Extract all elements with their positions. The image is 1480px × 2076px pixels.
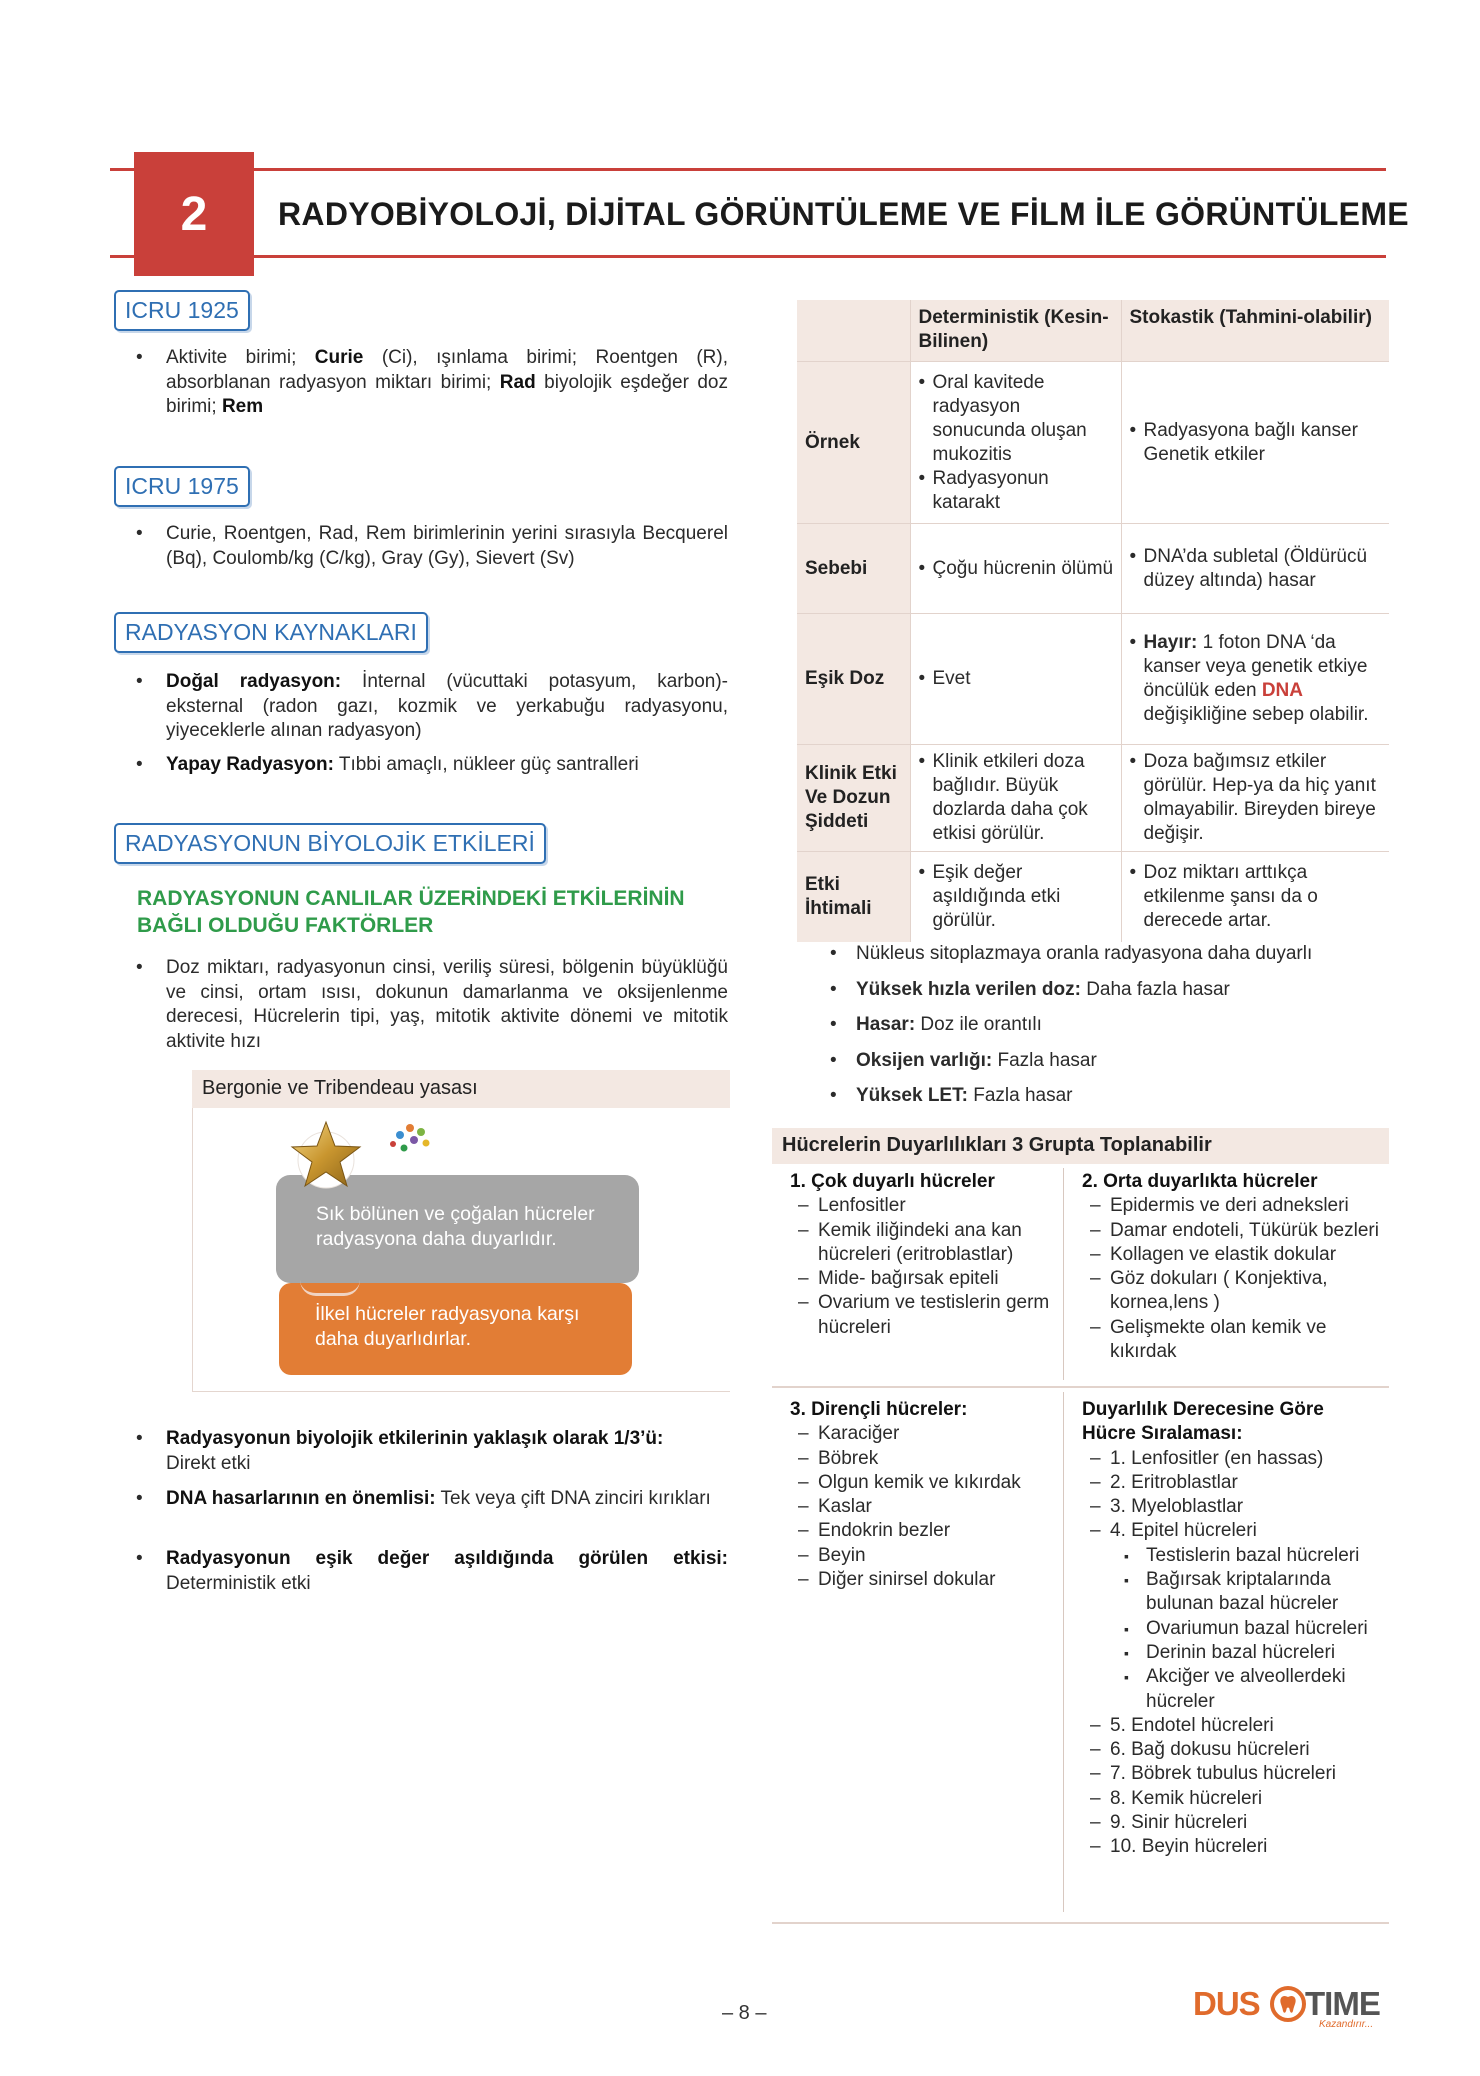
divider	[772, 1922, 1389, 1924]
bottom-item-dna	[138, 1487, 728, 1512]
list-item: – Kollagen ve elastik dokular	[1090, 1243, 1337, 1265]
deterministic-cell	[910, 613, 1121, 744]
list-item: – 5. Endotel hücreleri	[1090, 1714, 1274, 1736]
right-bullet-list	[830, 942, 1390, 1120]
table-row-label: Etki İhtimali	[797, 851, 910, 942]
bullet-icon: •	[136, 523, 143, 544]
table-row	[797, 613, 1389, 744]
group-title: 3. Dirençli hücreler:	[790, 1399, 968, 1420]
bottom-item-2-label: DNA hasarlarının en önemlisi:	[166, 1488, 436, 1509]
group-title: 2. Orta duyarlıkta hücreler	[1082, 1171, 1318, 1192]
list-item: – Lenfositler	[798, 1195, 906, 1217]
list-item: – Kemik iliğindeki ana kan hücreleri (eritroblastlar)	[798, 1219, 1022, 1265]
group-resistant	[790, 1398, 1058, 1592]
list-item: – Olgun kemik ve kıkırdak	[798, 1471, 1021, 1493]
list-item: – 1. Lenfositler (en hassas)	[1090, 1447, 1324, 1469]
list-item: – Ovarium ve testislerin germ hücreleri	[798, 1292, 1050, 1338]
bottom-item-3-label: Radyasyonun eşik değer aşıldığında görülen etkisi:	[166, 1548, 728, 1569]
primitive-cells-card: İlkel hücreler radyasyona karşı daha duyarlıdırlar.	[279, 1283, 632, 1375]
bullet-icon: •	[136, 957, 143, 978]
cell-item: • Evet	[918, 668, 971, 689]
table-row-label: Klinik Etki Ve Dozun Şiddeti	[797, 744, 910, 851]
list-item: – 10. Beyin hücreleri	[1090, 1836, 1268, 1858]
bottom-item-2-text: Tek veya çift DNA zinciri kırıkları	[435, 1488, 711, 1509]
table-row	[797, 361, 1389, 523]
section-icru1975: ICRU 1975	[114, 466, 250, 507]
factors-text	[138, 956, 728, 1054]
cell-item: • DNA’da subletal (Öldürücü düzey altında) hasar	[1129, 545, 1368, 591]
source-artificial-label: Yapay Radyasyon:	[166, 754, 334, 775]
deterministic-cell	[910, 851, 1121, 942]
list-item: – 4. Epitel hücreleri	[1090, 1520, 1257, 1542]
effects-table	[797, 300, 1389, 942]
list-item: ▪ Bağırsak kriptalarında bulunan bazal hücreler	[1124, 1569, 1339, 1615]
bullet-icon: •	[136, 1428, 143, 1449]
list-item: – Diğer sinirsel dokular	[798, 1569, 996, 1591]
star-icon	[290, 1118, 362, 1190]
section-icru1925: ICRU 1925	[114, 290, 250, 331]
bullet-icon: •	[136, 1488, 143, 1509]
icru1975-body: Curie, Roentgen, Rad, Rem birimlerinin yerini sırasıyla Becquerel (Bq), Coulomb/kg (C/kg), Gray (Gy), Sievert (Sv)	[166, 523, 728, 569]
deterministic-cell	[910, 523, 1121, 613]
source-natural-label: Doğal radyasyon:	[166, 671, 342, 692]
divider	[1063, 1392, 1064, 1912]
group-title: 1. Çok duyarlı hücreler	[790, 1171, 995, 1192]
list-item: – Karaciğer	[798, 1423, 900, 1445]
source-item-artificial	[138, 753, 728, 778]
list-item: – Damar endoteli, Tükürük bezleri	[1090, 1219, 1379, 1241]
list-item: – Beyin	[798, 1544, 866, 1566]
brand-name-right: TIME	[1305, 1985, 1380, 2022]
list-item: • Hasar: Doz ile orantılı	[830, 1014, 1042, 1035]
ranking-title-line1: Duyarlılık Derecesine Göre	[1082, 1399, 1324, 1420]
table-row-label: Örnek	[797, 361, 910, 523]
factors-heading: RADYASYONUN CANLILAR ÜZERİNDEKİ ETKİLERİNİN BAĞLI OLDUĞU FAKTÖRLER	[137, 887, 685, 937]
section-radiation-sources: RADYASYON KAYNAKLARI	[114, 612, 428, 653]
icru1975-text	[138, 522, 728, 571]
brand-name-left: DUS	[1193, 1985, 1260, 2022]
table-row	[797, 744, 1389, 851]
cell-item: • Hayır: 1 foton DNA ‘da kanser veya genetik etkiye öncülük eden DNA değişikliğine sebep olabilir.	[1129, 632, 1369, 725]
bottom-item-1-text: Direkt etki	[166, 1452, 251, 1474]
sensitivity-ranking	[1082, 1398, 1382, 1860]
bottom-item-direct	[138, 1427, 728, 1476]
cell-item: • Radyasyonun katarakt	[918, 467, 1049, 513]
icru1925-text	[138, 346, 728, 420]
group-very-sensitive	[790, 1170, 1058, 1340]
chapter-header	[110, 168, 1409, 258]
bullet-icon: •	[136, 754, 143, 775]
chapter-title: RADYOBİYOLOJİ, DİJİTAL GÖRÜNTÜLEME VE FİLM İLE GÖRÜNTÜLEME	[278, 196, 1409, 232]
stochastic-cell	[1121, 361, 1389, 523]
deterministic-cell	[910, 744, 1121, 851]
bullet-icon: •	[136, 671, 143, 692]
divider	[1063, 1168, 1064, 1380]
list-item: – 7. Böbrek tubulus hücreleri	[1090, 1763, 1337, 1785]
list-item: ▪ Derinin bazal hücreleri	[1124, 1641, 1336, 1663]
list-item: – Gelişmekte olan kemik ve kıkırdak	[1090, 1316, 1327, 1363]
header-rule-bottom	[110, 255, 1386, 258]
header-rule-top	[110, 168, 1386, 171]
stochastic-cell	[1121, 851, 1389, 942]
list-item: ▪ Ovariumun bazal hücreleri	[1124, 1617, 1368, 1639]
table-header-row	[797, 300, 1389, 361]
list-item: – 9. Sinir hücreleri	[1090, 1812, 1248, 1834]
bottom-item-threshold	[138, 1547, 728, 1596]
cell-item: • Çoğu hücrenin ölümü	[918, 557, 1114, 579]
cell-item: • Oral kavitede radyasyon sonucunda oluşan mukozitis	[918, 371, 1087, 465]
list-item: – 8. Kemik hücreleri	[1090, 1787, 1263, 1809]
source-artificial-text: Tıbbi amaçlı, nükleer güç santralleri	[333, 754, 639, 775]
chapter-number: 2	[134, 152, 254, 276]
card-connector-arc	[300, 1280, 360, 1296]
list-item: – Böbrek	[798, 1447, 879, 1469]
source-item-natural	[138, 670, 728, 744]
page-number: – 8 –	[722, 2002, 767, 2024]
list-item: – 3. Myeloblastlar	[1090, 1496, 1244, 1518]
list-item: – Endokrin bezler	[798, 1520, 951, 1542]
bullet-icon: •	[136, 347, 143, 368]
table-header-blank	[797, 300, 910, 361]
brand-tagline: Kazandırır...	[1319, 2019, 1374, 2030]
stochastic-cell	[1121, 613, 1389, 744]
cell-item: • Klinik etkileri doza bağlıdır. Büyük dozlarda daha çok etkisi görülür.	[918, 751, 1088, 844]
section-biological-effects: RADYASYONUN BİYOLOJİK ETKİLERİ	[114, 823, 546, 864]
bottom-item-1-label: Radyasyonun biyolojik etkilerinin yaklaşık olarak 1/3’ü:	[166, 1428, 664, 1449]
cell-item: • Radyasyona bağlı kanser Genetik etkiler	[1129, 419, 1358, 465]
ranking-title-line2: Hücre Sıralaması:	[1082, 1423, 1243, 1445]
table-row-label: Sebebi	[797, 523, 910, 613]
list-item: – 6. Bağ dokusu hücreleri	[1090, 1739, 1310, 1761]
group-medium-sensitive	[1082, 1170, 1382, 1364]
list-item: • Oksijen varlığı: Fazla hasar	[830, 1049, 1097, 1071]
bottom-item-3-text: Deterministik etki	[166, 1572, 311, 1594]
table-row	[797, 851, 1389, 942]
table-row	[797, 523, 1389, 613]
deterministic-cell	[910, 361, 1121, 523]
bergonie-law-title: Bergonie ve Tribendeau yasası	[192, 1070, 730, 1108]
stochastic-cell	[1121, 744, 1389, 851]
factors-body: Doz miktarı, radyasyonun cinsi, veriliş süresi, bölgenin büyüklüğü ve cinsi, ortam ısısı, dokunun damarlanma ve oksijenlenme derecesi, Hücrelerin tipi, yaş, mitotik aktivite dönemi ve mitotik aktivite hızı	[166, 957, 728, 1052]
brand-logo	[1193, 1985, 1393, 2033]
sensitivity-title: Hücrelerin Duyarlılıkları 3 Grupta Toplanabilir	[772, 1128, 1389, 1164]
divider	[772, 1386, 1389, 1388]
cell-item: • Eşik değer aşıldığında etki görülür.	[918, 862, 1061, 932]
stochastic-cell	[1121, 523, 1389, 613]
source-natural-text: İnternal (vücuttaki potasyum, karbon)- eksternal (radon gazı, kozmik ve yerkabuğu radyasyonu, yiyeceklerle alınan radyasyon)	[166, 671, 728, 741]
list-item: • Yüksek hızla verilen doz: Daha fazla hasar	[830, 978, 1230, 1000]
list-item: – Kaslar	[798, 1496, 872, 1518]
list-item: • Nükleus sitoplazmaya oranla radyasyona daha duyarlı	[830, 943, 1313, 964]
icru1925-body: Aktivite birimi; Curie (Ci), ışınlama birimi; Roentgen (R), absorblanan radyasyon miktarı birimi; Rad biyolojik eşdeğer doz birimi; Rem	[166, 347, 728, 417]
list-item: ▪ Akciğer ve alveollerdeki hücreler	[1124, 1666, 1346, 1712]
tooth-icon	[1270, 1986, 1306, 2022]
cell-item: • Doza bağımsız etkiler görülür. Hep-ya da hiç yanıt olmayabilir. Bireyden bireye değişir.	[1129, 751, 1376, 844]
list-item: ▪ Testislerin bazal hücreleri	[1124, 1544, 1360, 1566]
table-row-label: Eşik Doz	[797, 613, 910, 744]
list-item: – Mide- bağırsak epiteli	[798, 1268, 999, 1290]
list-item: • Yüksek LET: Fazla hasar	[830, 1085, 1073, 1106]
table-header-stochastic: Stokastik (Tahmini-olabilir)	[1121, 300, 1389, 361]
table-header-deterministic: Deterministik (Kesin-Bilinen)	[910, 300, 1121, 361]
list-item: – Göz dokuları ( Konjektiva, kornea,lens )	[1090, 1268, 1328, 1314]
list-item: – Epidermis ve deri adneksleri	[1090, 1195, 1349, 1217]
dots-icon	[388, 1123, 438, 1157]
dividing-cells-card: Sık bölünen ve çoğalan hücreler radyasyona daha duyarlıdır.	[276, 1175, 639, 1283]
list-item: – 2. Eritroblastlar	[1090, 1471, 1238, 1493]
cell-item: • Doz miktarı arttıkça etkilenme şansı da o derecede artar.	[1129, 862, 1318, 932]
bullet-icon: •	[136, 1548, 143, 1569]
